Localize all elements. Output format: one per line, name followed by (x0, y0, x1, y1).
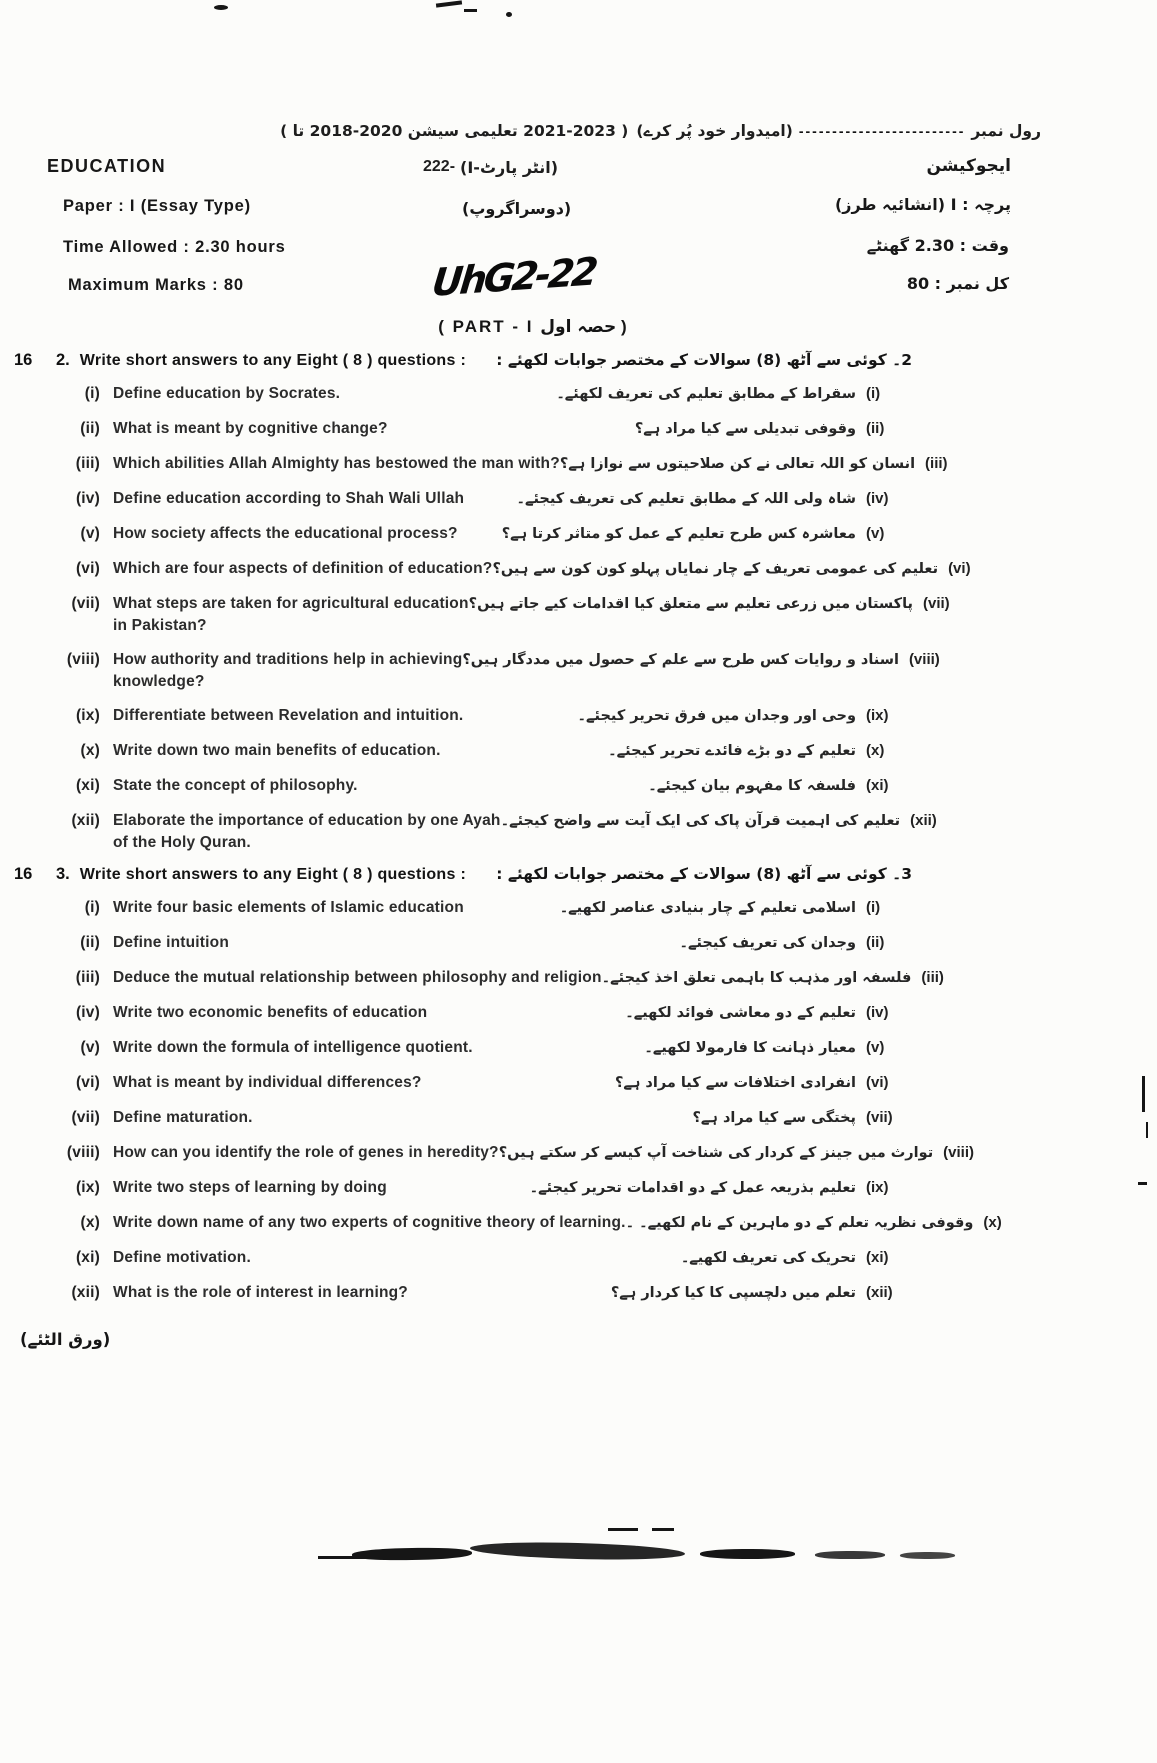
question-item-row (52, 739, 912, 763)
item-number-en: (iii) (75, 455, 100, 472)
item-text-en: Write two steps of learning by doing (113, 1179, 387, 1196)
item-number-en: (x) (80, 742, 100, 759)
item-number-ur: (iii) (925, 455, 948, 472)
item-text-ur: تعلم میں دلچسپی کا کیا کردار ہے؟ (610, 1285, 856, 1301)
item-text-ur: تعلیم بذریعہ عمل کے دو اقدامات تحریر کیجئے۔ (529, 1180, 856, 1196)
item-text-ur: تعلیم کے دو بڑے فائدے تحریر کیجئے۔ (608, 743, 856, 759)
item-text-ur: انفرادی اختلافات سے کیا مراد ہے؟ (614, 1075, 856, 1091)
item-text-ur: پاکستان میں زرعی تعلیم سے متعلق کیا اقدامات کیے جاتے ہیں؟ (468, 596, 913, 612)
item-text-ur: پختگی سے کیا مراد ہے؟ (692, 1110, 856, 1126)
question-item-row (52, 1246, 912, 1270)
group-label-ur: (دوسراگروپ) (462, 199, 572, 218)
paper-code-number: 222- (423, 158, 456, 175)
item-ur (602, 966, 968, 990)
question-item-row (52, 487, 912, 511)
item-number-ur: (ix) (866, 1179, 889, 1196)
item-number-ur: (xii) (910, 812, 937, 829)
item-number-ur: (v) (866, 1039, 885, 1056)
item-text-en: Define motivation. (113, 1249, 251, 1266)
item-ur (556, 382, 912, 406)
item-ur (625, 1001, 912, 1025)
item-number-ur: (vi) (866, 1074, 889, 1091)
item-number-ur: (i) (866, 899, 881, 916)
item-text-en: How society affects the educational process? (113, 525, 458, 542)
item-text-en-line2: of the Holy Quran. (113, 834, 251, 851)
question-section (14, 351, 971, 854)
roll-number-label: رول نمبر (971, 122, 1041, 140)
item-ur (492, 557, 994, 581)
item-text-ur: وقوفی تبدیلی سے کیا مراد ہے؟ (634, 421, 856, 437)
question-item-row (52, 774, 912, 798)
scan-artifact (1142, 1076, 1145, 1112)
item-en (52, 593, 469, 637)
item-text-en: What is meant by individual differences? (113, 1074, 422, 1091)
item-text-en: State the concept of philosophy. (113, 777, 358, 794)
item-number-ur: (xii) (866, 1284, 893, 1301)
item-number-ur: (ii) (866, 420, 885, 437)
question-item-row (52, 522, 912, 546)
item-number-en: (xii) (71, 812, 100, 829)
item-ur (626, 1211, 1030, 1235)
item-en (52, 967, 602, 989)
item-number-ur: (xi) (866, 1249, 889, 1266)
question-item-row (52, 452, 948, 476)
question-item-row (52, 557, 971, 581)
item-text-en: What is meant by cognitive change? (113, 420, 388, 437)
item-en (52, 1282, 408, 1304)
item-text-en: Which abilities Allah Almighty has bestowed the man with? (113, 455, 560, 472)
item-number-ur: (vi) (948, 560, 971, 577)
question-marks: 16 (14, 351, 33, 369)
item-en (52, 1002, 427, 1024)
question-item-row (52, 896, 912, 920)
question-item-row (52, 1281, 912, 1305)
paper-code (423, 158, 558, 177)
roll-number-line (163, 122, 1041, 140)
item-text-ur: فلسفہ کا مفہوم بیان کیجئے۔ (648, 778, 856, 794)
scan-artifact (436, 0, 462, 7)
item-en (52, 705, 463, 727)
part-title (0, 316, 1112, 337)
question-item-row (52, 809, 937, 854)
scan-artifact (700, 1549, 795, 1559)
item-text-ur: تحریک کی تعریف لکھیے۔ (680, 1250, 856, 1266)
item-number-ur: (iii) (921, 969, 944, 986)
question-item-row (52, 966, 944, 990)
item-text-en: Which are four aspects of definition of education? (113, 560, 493, 577)
item-text-en: Write down the formula of intelligence quotient. (113, 1039, 473, 1056)
part-title-close: ) (621, 317, 629, 336)
item-en (52, 1247, 251, 1269)
question-item-row (52, 1106, 912, 1130)
item-ur (635, 417, 912, 441)
item-number-en: (iv) (75, 1004, 100, 1021)
question-header (14, 351, 912, 370)
item-en (52, 932, 229, 954)
maximum-marks-ur: کل نمبر : 80 (906, 274, 1009, 293)
item-number-ur: (viii) (943, 1144, 974, 1161)
roll-number-blank: ------------------------- (798, 123, 966, 139)
item-en (52, 418, 388, 440)
item-number-en: (i) (84, 899, 100, 916)
scan-artifact (652, 1528, 674, 1531)
scan-artifact (506, 12, 512, 17)
item-ur (644, 1036, 912, 1060)
item-text-ur: انسان کو اللہ تعالی نے کن صلاحیتوں سے نوازا ہے؟ (559, 456, 916, 472)
item-text-en: Write down two main benefits of education. (113, 742, 441, 759)
item-text-ur: تعلیم کی اہمیت قرآن پاک کی ایک آیت سے واضح کیجئے۔ (500, 813, 901, 829)
question-prompt-en: Write short answers to any Eight ( 8 ) questions : (79, 866, 467, 883)
item-text-en: Write two economic benefits of education (113, 1004, 428, 1021)
scan-artifact (464, 9, 477, 12)
item-ur (681, 1246, 912, 1270)
item-ur (608, 739, 912, 763)
question-item-row (52, 1036, 912, 1060)
item-en (52, 897, 464, 919)
item-number-en: (vi) (75, 1074, 100, 1091)
question-item-row (52, 1071, 912, 1095)
item-number-ur: (iv) (866, 490, 889, 507)
scan-artifact (318, 1556, 370, 1559)
item-en (52, 1142, 499, 1164)
scan-artifact (352, 1547, 472, 1561)
item-ur (462, 648, 955, 672)
item-ur (611, 1281, 912, 1305)
paper-code-part: (انٹر پارٹ-I) (460, 158, 559, 177)
item-text-en: Deduce the mutual relationship between philosophy and religion (113, 969, 602, 986)
question-item-row (52, 592, 950, 637)
item-text-ur: معیار ذہانت کا فارمولا لکھیے۔ (644, 1040, 856, 1056)
item-number-en: (xii) (71, 1284, 100, 1301)
question-item-row (52, 1211, 1002, 1235)
question-section (14, 865, 1002, 1305)
question-item-row (52, 1176, 912, 1200)
item-ur (648, 774, 912, 798)
item-text-ur: تعلیم کے دو معاشی فوائد لکھیے۔ (625, 1005, 856, 1021)
item-number-en: (v) (80, 525, 100, 542)
question-item-row (52, 648, 940, 693)
item-ur (693, 1106, 912, 1130)
item-text-en: How authority and traditions help in achieving knowledge? (113, 649, 462, 693)
item-number-en: (i) (84, 385, 100, 402)
turn-page-note: (ورق الٹئے) (20, 1330, 111, 1349)
item-en (52, 1072, 422, 1094)
item-text-en: Elaborate the importance of education by one Ayah of the Holy Quran. (113, 810, 501, 854)
item-number-en: (viii) (66, 651, 100, 668)
item-ur (560, 452, 971, 476)
item-text-ur: سقراط کے مطابق تعلیم کی تعریف لکھئے۔ (556, 386, 856, 402)
question-item-row (52, 704, 912, 728)
item-number-ur: (x) (866, 742, 885, 759)
scan-artifact (214, 5, 228, 10)
item-text-en-line2: knowledge? (113, 673, 205, 690)
item-ur (501, 809, 957, 833)
item-number-ur: (iv) (866, 1004, 889, 1021)
question-item-row (52, 417, 912, 441)
question-number: 2. (56, 351, 70, 369)
question-items (52, 896, 1002, 1305)
paper-type-en: Paper : I (Essay Type) (63, 197, 251, 215)
item-number-ur: (viii) (908, 651, 940, 668)
item-en (52, 810, 501, 854)
item-number-en: (ix) (75, 707, 100, 724)
item-ur (499, 1141, 989, 1165)
item-text-en: Differentiate between Revelation and intuition. (113, 707, 464, 724)
item-number-ur: (ix) (866, 707, 889, 724)
question-item-row (52, 1141, 974, 1165)
item-ur (578, 704, 912, 728)
item-ur (469, 592, 969, 616)
item-number-ur: (vii) (923, 595, 950, 612)
item-text-ur: وقوفی نظریہ تعلم کے دو ماہرین کے نام لکھیے۔ ۔ (625, 1215, 974, 1231)
item-number-ur: (v) (866, 525, 885, 542)
scan-artifact (1146, 1122, 1148, 1138)
question-item-row (52, 382, 912, 406)
item-en (52, 775, 358, 797)
item-text-ur: فلسفہ اور مذہب کا باہمی تعلق اخذ کیجئے۔ (601, 970, 912, 986)
question-item-row (52, 1001, 912, 1025)
item-number-en: (vii) (71, 1109, 100, 1126)
item-number-en: (ix) (75, 1179, 100, 1196)
part-title-en: ( PART - I (438, 317, 534, 336)
item-text-en: Define education by Socrates. (113, 385, 341, 402)
subject-title-en: EDUCATION (47, 156, 167, 176)
item-number-ur: (vii) (866, 1109, 893, 1126)
item-text-ur: شاہ ولی اللہ کے مطابق تعلیم کی تعریف کیجئے۔ (516, 491, 856, 507)
item-en (52, 488, 464, 510)
item-text-ur: توارث میں جینز کے کردار کی شناخت آپ کیسے کر سکتے ہیں؟ (498, 1145, 934, 1161)
item-ur (502, 522, 912, 546)
item-ur (530, 1176, 912, 1200)
item-text-en-line2: in Pakistan? (113, 617, 207, 634)
question-header (14, 865, 912, 884)
scan-artifact (470, 1540, 685, 1562)
item-ur (615, 1071, 912, 1095)
item-number-en: (vii) (71, 595, 100, 612)
item-en (52, 1107, 253, 1129)
item-text-ur: معاشرہ کس طرح تعلیم کے عمل کو متاثر کرتا ہے؟ (501, 526, 856, 542)
scan-artifact (815, 1551, 885, 1559)
item-number-ur: (i) (866, 385, 881, 402)
question-prompt-ur: 3۔ کوئی سے آٹھ (8) سوالات کے مختصر جوابات لکھئے : (496, 865, 912, 883)
item-ur (679, 931, 912, 955)
item-text-ur: تعلیم کی عمومی تعریف کے چار نمایاں پہلو کون کون سے ہیں؟ (492, 561, 939, 577)
item-text-en: What steps are taken for agricultural education in Pakistan? (113, 593, 469, 637)
item-en (52, 1212, 626, 1234)
item-text-en: What is the role of interest in learning? (113, 1284, 408, 1301)
question-number: 3. (56, 865, 70, 883)
item-number-en: (x) (80, 1214, 100, 1231)
item-number-ur: (x) (983, 1214, 1002, 1231)
item-en (52, 383, 340, 405)
item-number-en: (xi) (75, 777, 100, 794)
item-ur (516, 487, 912, 511)
item-text-ur: اسلامی تعلیم کے چار بنیادی عناصر لکھیے۔ (559, 900, 856, 916)
candidate-fill-note: (امیدوار خود پُر کرے) (636, 122, 793, 140)
questions (14, 351, 1002, 1350)
maximum-marks-en: Maximum Marks : 80 (68, 276, 244, 294)
item-number-en: (xi) (75, 1249, 100, 1266)
time-allowed-ur: وقت : 2.30 گھنٹے (866, 236, 1009, 255)
item-en (52, 558, 492, 580)
item-text-ur: اسناد و روایات کس طرح سے علم کے حصول میں مددگار ہیں؟ (462, 652, 899, 668)
item-en (52, 1177, 387, 1199)
time-allowed-en: Time Allowed : 2.30 hours (63, 238, 286, 256)
item-text-en: Write four basic elements of Islamic education (113, 899, 464, 916)
item-number-ur: (xi) (866, 777, 889, 794)
item-text-ur: وحی اور وجدان میں فرق تحریر کیجئے۔ (577, 708, 856, 724)
item-en (52, 1037, 473, 1059)
part-title-ur: حصہ اول (540, 317, 617, 337)
item-number-ur: (ii) (866, 934, 885, 951)
item-number-en: (ii) (80, 934, 100, 951)
item-en (52, 649, 462, 693)
question-prompt-ur: 2۔ کوئی سے آٹھ (8) سوالات کے مختصر جوابات لکھئے : (496, 351, 912, 369)
item-number-en: (ii) (80, 420, 100, 437)
session-note: ( تعلیمی سیشن ⁦2018-2020⁩ تا ⁦2021-2023⁩ ) (280, 122, 629, 140)
question-items (52, 382, 971, 854)
item-en (52, 523, 458, 545)
question-item-row (52, 931, 912, 955)
handwritten-code: UhG2-22 (429, 249, 598, 305)
item-text-en: Define maturation. (113, 1109, 253, 1126)
item-text-en: Define education according to Shah Wali Ullah (113, 490, 465, 507)
question-marks: 16 (14, 865, 33, 883)
item-number-en: (iv) (75, 490, 100, 507)
question-prompt-en: Write short answers to any Eight ( 8 ) questions : (79, 352, 467, 369)
item-number-en: (iii) (75, 969, 100, 986)
subject-title-ur: ایجوکیشن (926, 156, 1011, 176)
paper-type-ur: پرچہ : I (انشائیہ طرز) (834, 195, 1011, 214)
item-number-en: (vi) (75, 560, 100, 577)
item-text-en: How can you identify the role of genes in heredity? (113, 1144, 499, 1161)
item-en (52, 453, 560, 475)
item-number-en: (viii) (66, 1144, 100, 1161)
item-text-en: Write down name of any two experts of cognitive theory of learning. (113, 1214, 626, 1231)
item-en (52, 740, 441, 762)
item-text-ur: وجدان کی تعریف کیجئے۔ (679, 935, 856, 951)
scan-artifact (900, 1552, 955, 1559)
item-number-en: (v) (80, 1039, 100, 1056)
scan-artifact (608, 1528, 638, 1531)
scan-artifact (1138, 1182, 1147, 1185)
item-text-en: Define intuition (113, 934, 229, 951)
item-ur (560, 896, 912, 920)
